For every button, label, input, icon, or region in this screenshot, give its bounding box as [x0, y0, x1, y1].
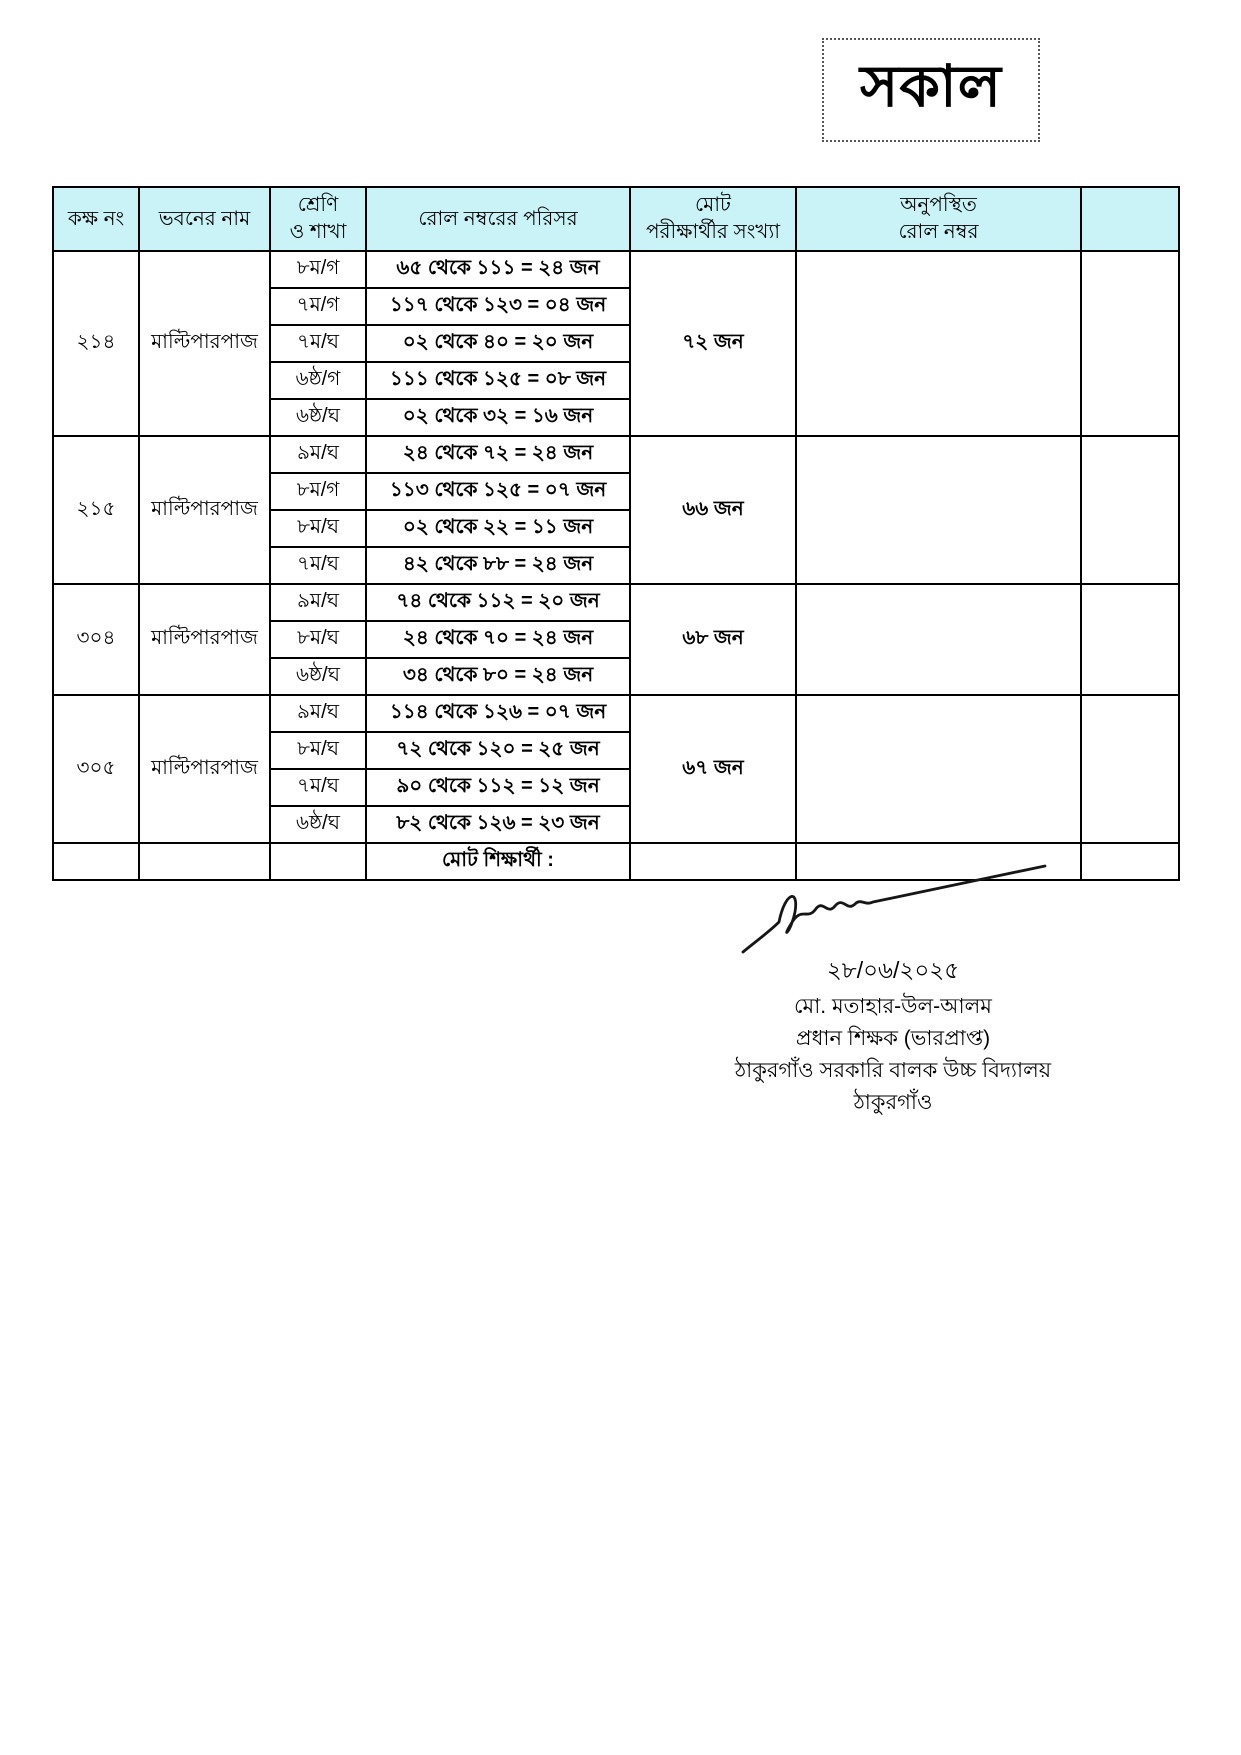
class-section-cell: ৭ম/ঘ — [270, 547, 366, 584]
roll-range-cell: ৬৫ থেকে ১১১ = ২৪ জন — [366, 251, 630, 288]
shift-title-box — [822, 38, 1040, 142]
header-label-line: ও শাখা — [289, 221, 347, 243]
header-label-line: কক্ষ নং — [67, 207, 125, 230]
footer-empty-building-cell — [139, 843, 270, 880]
header-label-line: রোল নম্বর — [898, 221, 979, 243]
table-row — [53, 251, 1179, 288]
roll-range-cell: ৪২ থেকে ৮৮ = ২৪ জন — [366, 547, 630, 584]
header-cell-class-section — [270, 187, 366, 251]
header-cell-absent-rolls — [796, 187, 1081, 251]
footer-empty-class-cell — [270, 843, 366, 880]
class-section-cell: ৬ষ্ঠ/ঘ — [270, 399, 366, 436]
room-number-cell: ৩০৫ — [53, 695, 139, 843]
class-section-cell: ৭ম/ঘ — [270, 325, 366, 362]
class-section-cell: ৮ম/ঘ — [270, 510, 366, 547]
header-row — [53, 187, 1179, 251]
roll-range-cell: ১১৪ থেকে ১২৬ = ০৭ জন — [366, 695, 630, 732]
absent-rolls-cell — [796, 436, 1081, 584]
header-cell-room-no — [53, 187, 139, 251]
class-section-cell: ৯ম/ঘ — [270, 584, 366, 621]
class-section-cell: ৯ম/ঘ — [270, 436, 366, 473]
roll-range-cell: ০২ থেকে ৩২ = ১৬ জন — [366, 399, 630, 436]
roll-range-cell: ১১৭ থেকে ১২৩ = ০৪ জন — [366, 288, 630, 325]
footer-empty-extra-cell — [1081, 843, 1179, 880]
exam-seatplan-table — [52, 186, 1180, 881]
class-section-cell: ৮ম/ঘ — [270, 732, 366, 769]
roll-range-cell: ১১৩ থেকে ১২৫ = ০৭ জন — [366, 473, 630, 510]
header-label-line: রোল নম্বরের পরিসর — [418, 207, 578, 230]
extra-cell — [1081, 584, 1179, 695]
roll-range-cell: ৩৪ থেকে ৮০ = ২৪ জন — [366, 658, 630, 695]
room-number-cell: ২১৪ — [53, 251, 139, 436]
header-cell-extra — [1081, 187, 1179, 251]
header-cell-roll-range — [366, 187, 630, 251]
class-section-cell: ৭ম/গ — [270, 288, 366, 325]
building-name-cell: মাল্টিপারপাজ — [139, 584, 270, 695]
footer-total-label-cell: মোট শিক্ষার্থী : — [366, 843, 630, 880]
signature-date: ২৮/০৬/২০২৫ — [826, 957, 960, 983]
table-row — [53, 436, 1179, 473]
table-row — [53, 584, 1179, 621]
roll-range-cell: ৭২ থেকে ১২০ = ২৫ জন — [366, 732, 630, 769]
table-header — [53, 187, 1179, 251]
class-section-cell: ৮ম/গ — [270, 251, 366, 288]
room-number-cell: ২১৫ — [53, 436, 139, 584]
total-examinees-cell: ৭২ জন — [630, 251, 796, 436]
roll-range-cell: ৮২ থেকে ১২৬ = ২৩ জন — [366, 806, 630, 843]
class-section-cell: ৬ষ্ঠ/গ — [270, 362, 366, 399]
absent-rolls-cell — [796, 695, 1081, 843]
total-examinees-cell: ৬৮ জন — [630, 584, 796, 695]
header-label-line: মোট — [695, 194, 731, 216]
building-name-cell: মাল্টিপারপাজ — [139, 251, 270, 436]
class-section-cell: ৮ম/গ — [270, 473, 366, 510]
absent-rolls-cell — [796, 584, 1081, 695]
header-cell-building-name — [139, 187, 270, 251]
roll-range-cell: ৯০ থেকে ১১২ = ১২ জন — [366, 769, 630, 806]
class-section-cell: ৯ম/ঘ — [270, 695, 366, 732]
total-examinees-cell: ৬৭ জন — [630, 695, 796, 843]
signer-institution: ঠাকুরগাঁও সরকারি বালক উচ্চ বিদ্যালয় — [734, 1059, 1052, 1082]
signature-block — [713, 862, 1073, 1119]
header-label-line: পরীক্ষার্থীর সংখ্যা — [645, 221, 781, 243]
class-section-cell: ৬ষ্ঠ/ঘ — [270, 658, 366, 695]
extra-cell — [1081, 436, 1179, 584]
signer-name: মো. মতাহার-উল-আলম — [794, 995, 992, 1018]
shift-title-label: সকাল — [860, 53, 1002, 119]
building-name-cell: মাল্টিপারপাজ — [139, 436, 270, 584]
table-body — [53, 251, 1179, 880]
footer-empty-room-cell — [53, 843, 139, 880]
header-label-line: অনুপস্থিত — [900, 194, 977, 216]
header-label-line: শ্রেণি — [297, 194, 339, 216]
roll-range-cell: ০২ থেকে ২২ = ১১ জন — [366, 510, 630, 547]
class-section-cell: ৭ম/ঘ — [270, 769, 366, 806]
absent-rolls-cell — [796, 251, 1081, 436]
header-label-line: ভবনের নাম — [158, 207, 251, 230]
extra-cell — [1081, 251, 1179, 436]
table-row — [53, 695, 1179, 732]
class-section-cell: ৬ষ্ঠ/ঘ — [270, 806, 366, 843]
header-cell-total-examinees — [630, 187, 796, 251]
building-name-cell: মাল্টিপারপাজ — [139, 695, 270, 843]
roll-range-cell: ৭৪ থেকে ১১২ = ২০ জন — [366, 584, 630, 621]
roll-range-cell: ১১১ থেকে ১২৫ = ০৮ জন — [366, 362, 630, 399]
signer-place: ঠাকুরগাঁও — [853, 1091, 933, 1114]
roll-range-cell: ২৪ থেকে ৭০ = ২৪ জন — [366, 621, 630, 658]
signer-designation: প্রধান শিক্ষক (ভারপ্রাপ্ত) — [795, 1027, 991, 1050]
roll-range-cell: ২৪ থেকে ৭২ = ২৪ জন — [366, 436, 630, 473]
room-number-cell: ৩০৪ — [53, 584, 139, 695]
total-examinees-cell: ৬৬ জন — [630, 436, 796, 584]
extra-cell — [1081, 695, 1179, 843]
class-section-cell: ৮ম/ঘ — [270, 621, 366, 658]
roll-range-cell: ০২ থেকে ৪০ = ২০ জন — [366, 325, 630, 362]
handwritten-signature — [733, 862, 1053, 958]
